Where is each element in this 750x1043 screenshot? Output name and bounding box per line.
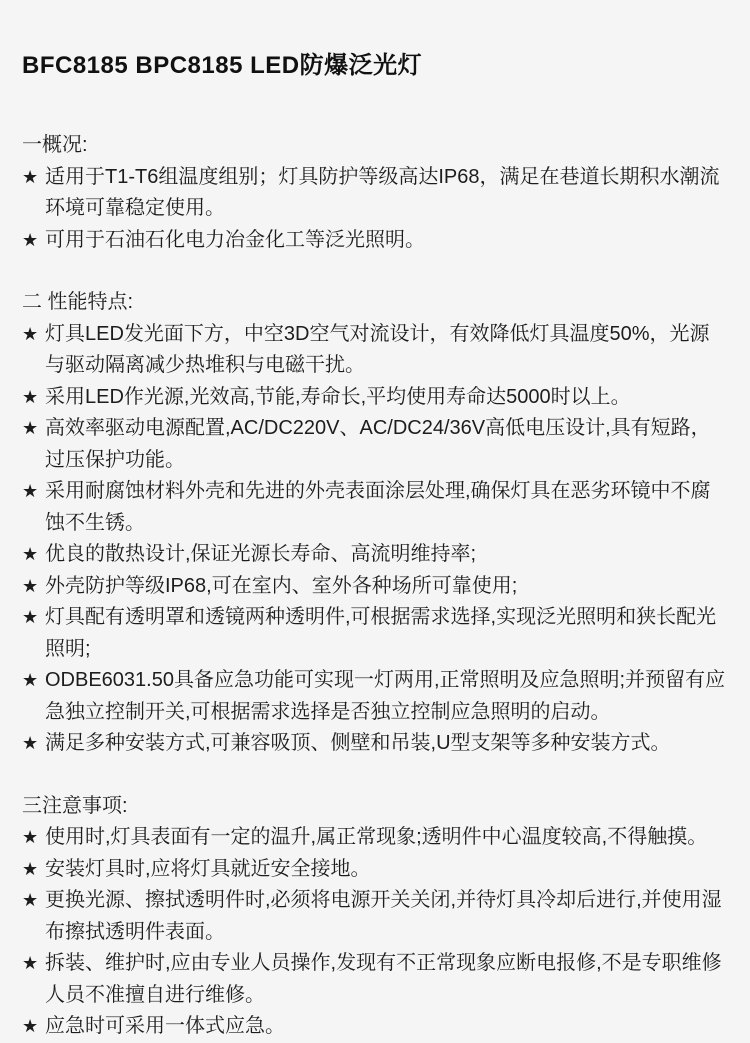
list-item bbox=[22, 728, 728, 760]
list-item-text: 更换光源、擦拭透明件时,必须将电源开关关闭,并待灯具冷却后进行,并使用湿布擦拭透明件表面。 bbox=[45, 889, 722, 943]
list-item-text: 适用于T1-T6组温度组别；灯具防护等级高达IP68，满足在巷道长期积水潮流环境可靠稳定使用。 bbox=[45, 165, 720, 219]
list-item-text: 灯具LED发光面下方，中空3D空气对流设计，有效降低灯具温度50%，光源与驱动隔离减少热堆积与电磁干扰。 bbox=[45, 322, 710, 376]
list-item bbox=[22, 665, 728, 728]
section-heading: 二 性能特点: bbox=[22, 291, 134, 313]
list-item bbox=[22, 413, 728, 476]
list-item-text: 外壳防护等级IP68,可在室内、室外各种场所可靠使用; bbox=[45, 574, 518, 597]
list-item bbox=[22, 854, 728, 886]
section-features bbox=[22, 287, 728, 760]
list-item-text: 高效率驱动电源配置,AC/DC220V、AC/DC24/36V高低电压设计,具有短路，过压保护功能。 bbox=[45, 417, 711, 471]
list-item-text: 满足多种安装方式,可兼容吸顶、侧壁和吊装,U型支架等多种安装方式。 bbox=[45, 732, 671, 754]
star-bullet-icon: ★ bbox=[22, 166, 39, 187]
section-overview bbox=[22, 130, 728, 256]
list-item bbox=[22, 1011, 728, 1043]
list-item bbox=[22, 382, 728, 414]
section-notes bbox=[22, 791, 728, 1043]
list-item-text: 使用时,灯具表面有一定的温升,属正常现象;透明件中心温度较高,不得触摸。 bbox=[45, 826, 708, 848]
star-bullet-icon: ★ bbox=[22, 544, 39, 564]
star-bullet-icon: ★ bbox=[22, 481, 39, 501]
star-bullet-icon: ★ bbox=[22, 1016, 39, 1036]
list-item bbox=[22, 539, 728, 571]
star-bullet-icon: ★ bbox=[22, 890, 39, 910]
list-item bbox=[22, 476, 728, 539]
list-item-text: 灯具配有透明罩和透镜两种透明件,可根据需求选择,实现泛光照明和狭长配光照明; bbox=[45, 606, 717, 660]
star-bullet-icon: ★ bbox=[22, 418, 39, 438]
list-item-text: ODBE6031.50具备应急功能可实现一灯两用,正常照明及应急照明;并预留有应急独立控制开关,可根据需求选择是否独立控制应急照明的启动。 bbox=[45, 669, 726, 723]
list-item-text: 应急时可采用一体式应急。 bbox=[45, 1015, 285, 1037]
list-item bbox=[22, 319, 728, 382]
list-item-text: 可用于石油石化电力冶金化工等泛光照明。 bbox=[45, 228, 425, 251]
list-item-text: 优良的散热设计,保证光源长寿命、高流明维持率; bbox=[45, 543, 477, 565]
star-bullet-icon: ★ bbox=[22, 733, 39, 753]
list-item bbox=[22, 162, 728, 225]
list-item bbox=[22, 602, 728, 665]
section-heading: 一概况: bbox=[22, 134, 88, 156]
list-item bbox=[22, 225, 728, 257]
star-bullet-icon: ★ bbox=[22, 386, 39, 407]
star-bullet-icon: ★ bbox=[22, 575, 39, 596]
star-bullet-icon: ★ bbox=[22, 858, 39, 879]
star-bullet-icon: ★ bbox=[22, 953, 39, 973]
list-item-text: 安装灯具时,应将灯具就近安全接地。 bbox=[45, 857, 371, 880]
star-bullet-icon: ★ bbox=[22, 670, 39, 690]
list-item bbox=[22, 571, 728, 603]
list-item-text: 采用LED作光源,光效高,节能,寿命长,平均使用寿命达5000时以上。 bbox=[45, 385, 631, 408]
star-bullet-icon: ★ bbox=[22, 323, 39, 344]
list-item-text: 拆装、维护时,应由专业人员操作,发现有不正常现象应断电报修,不是专职维修人员不准擅自进行维修。 bbox=[45, 952, 722, 1006]
list-item bbox=[22, 885, 728, 948]
star-bullet-icon: ★ bbox=[22, 607, 39, 627]
section-heading: 三注意事项: bbox=[22, 794, 128, 817]
star-bullet-icon: ★ bbox=[22, 827, 39, 847]
list-item bbox=[22, 822, 728, 854]
list-item-text: 采用耐腐蚀材料外壳和先进的外壳表面涂层处理,确保灯具在恶劣环镜中不腐蚀不生锈。 bbox=[45, 480, 711, 534]
page-title: BFC8185 BPC8185 LED防爆泛光灯 bbox=[22, 52, 423, 79]
list-item bbox=[22, 948, 728, 1011]
star-bullet-icon: ★ bbox=[22, 229, 39, 250]
